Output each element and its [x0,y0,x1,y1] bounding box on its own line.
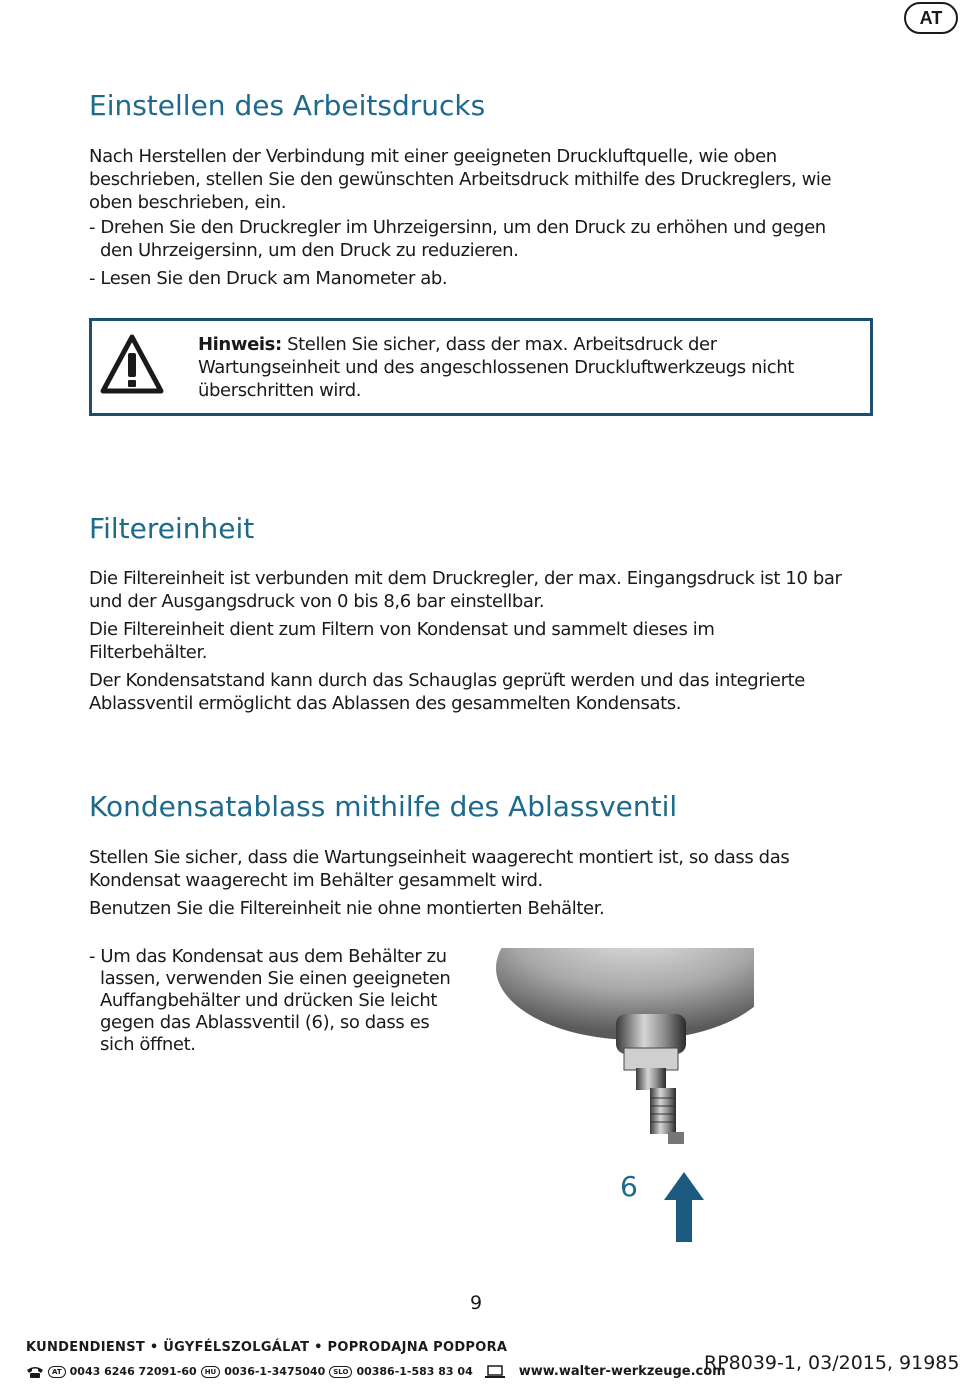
phone-hu: 0036-1-3475040 [224,1365,326,1378]
document-code: RP8039-1, 03/2015, 91985 [704,1352,960,1374]
filter-p3-line-2: Ablassventil ermöglicht das Ablassen des gesammelten Kondensats. [89,693,682,714]
page-number: 9 [470,1292,483,1314]
country-code-at: AT [48,1366,66,1378]
warning-triangle-icon [100,333,164,395]
kondensat-p1-line-2: Kondensat waagerecht im Behälter gesammelt wird. [89,870,543,891]
filter-p1-line-2: und der Ausgangsdruck von 0 bis 8,6 bar einstellbar. [89,591,545,612]
note-line-3: überschritten wird. [198,380,362,401]
note-line-2: Wartungseinheit und des angeschlossenen Druckluftwerkzeugs nicht [198,357,794,378]
footer-services: KUNDENDIENST • ÜGYFÉLSZOLGÁLAT • POPRODAJNA PODPORA [26,1340,508,1355]
warning-note-box [89,318,873,416]
intro-line-3: oben beschrieben, ein. [89,192,287,213]
drain-valve-photo [486,948,754,1204]
kondensat-bullet-line-2: lassen, verwenden Sie einen geeigneten [100,968,451,989]
kondensat-bullet-line-5: sich öffnet. [100,1034,196,1055]
note-text [198,333,794,402]
kondensat-bullet-line-3: Auffangbehälter und drücken Sie leicht [100,990,437,1011]
note-line-1: Stellen Sie sicher, dass der max. Arbeitsdruck der [281,334,717,355]
filter-p2-line-1: Die Filtereinheit dient zum Filtern von Kondensat und sammelt dieses im [89,619,715,640]
callout-number: 6 [620,1170,638,1203]
section-title-kondensatablass: Kondensatablass mithilfe des Ablassventil [89,790,678,823]
bullet-drehen-line-2: den Uhrzeigersinn, um den Druck zu reduzieren. [100,240,519,261]
filter-p1-line-1: Die Filtereinheit ist verbunden mit dem Druckregler, der max. Eingangsdruck ist 10 bar [89,568,842,589]
filter-p3-line-1: Der Kondensatstand kann durch das Schauglas geprüft werden und das integrierte [89,670,805,691]
country-code-slo: SLO [329,1366,352,1378]
country-code-hu: HU [201,1366,221,1378]
bullet-lesen: - Lesen Sie den Druck am Manometer ab. [89,268,448,289]
footer-contacts [26,1364,726,1379]
phone-icon [26,1365,44,1379]
kondensat-p2: Benutzen Sie die Filtereinheit nie ohne montierten Behälter. [89,898,605,919]
website-link[interactable]: www.walter-werkzeuge.com [518,1364,726,1379]
country-badge: AT [904,2,958,34]
kondensat-bullet-line-1: - Um das Kondensat aus dem Behälter zu [89,946,447,967]
phone-at: 0043 6246 72091-60 [69,1365,197,1378]
laptop-icon [485,1365,505,1379]
section-title-arbeitsdruck: Einstellen des Arbeitsdrucks [89,89,486,122]
bullet-drehen-line-1: - Drehen Sie den Druckregler im Uhrzeigersinn, um den Druck zu erhöhen und gegen [89,217,826,238]
phone-slo: 00386-1-583 83 04 [356,1365,473,1378]
kondensat-bullet-line-4: gegen das Ablassventil (6), so dass es [100,1012,430,1033]
filter-p2-line-2: Filterbehälter. [89,642,208,663]
arrow-up-icon [664,1172,704,1242]
kondensat-p1-line-1: Stellen Sie sicher, dass die Wartungseinheit waagerecht montiert ist, so dass das [89,847,790,868]
note-label: Hinweis: [198,334,282,355]
intro-line-1: Nach Herstellen der Verbindung mit einer geeigneten Druckluftquelle, wie oben [89,146,777,167]
section-title-filtereinheit: Filtereinheit [89,512,255,545]
intro-line-2: beschrieben, stellen Sie den gewünschten Arbeitsdruck mithilfe des Druckreglers, wie [89,169,832,190]
